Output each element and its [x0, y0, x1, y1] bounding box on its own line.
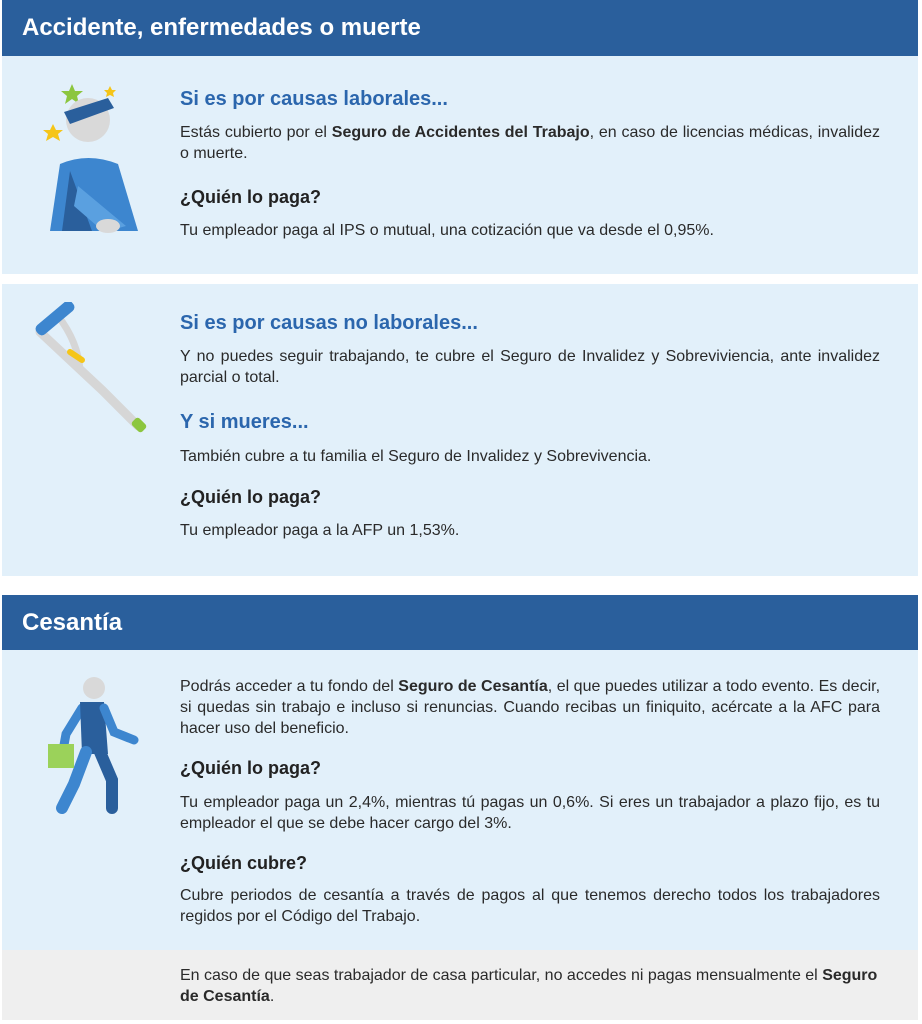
unemployment-content	[180, 650, 880, 950]
if-you-die-text: También cubre a tu familia el Seguro de Invalidez y Sobrevivencia.	[180, 448, 652, 465]
text-segment: , el que puedes utilizar a todo evento. Es decir, si quedas sin trabajo e incluso si renuncias. Cuando recibas un finiquito, acércate a la AFC para hacer uso del beneficio.	[180, 678, 881, 737]
who-pays-text: Tu empleador paga al IPS o mutual, una cotización que va desde el 0,95%.	[180, 222, 714, 239]
who-covers-text: Cubre periodos de cesantía a través de pagos al que tenemos derecho todos los trabajadores regidos por el Código del Trabajo.	[180, 887, 880, 925]
heading-who-pays: ¿Quién lo paga?	[180, 187, 322, 207]
domestic-worker-note	[180, 965, 880, 1007]
note-content	[180, 950, 880, 1020]
text-segment: Estás cubierto por el	[180, 124, 332, 141]
panel-work-related	[2, 56, 918, 274]
who-pays-text: Tu empleador paga un 2,4%, mientras tú pagas un 0,6%. Si eres un trabajador a plazo fijo, es tu empleador el que se debe hacer cargo del 3%.	[180, 794, 880, 832]
walking-person-icon	[42, 674, 152, 824]
bold-term: Seguro de Accidentes del Trabajo	[331, 124, 590, 141]
heading-non-work-related: Si es por causas no laborales...	[180, 312, 478, 334]
unemployment-intro	[180, 676, 880, 739]
text-segment: .	[269, 988, 275, 1005]
heading-who-pays: ¿Quién lo paga?	[180, 487, 322, 507]
heading-who-pays: ¿Quién lo paga?	[180, 758, 322, 778]
work-related-content	[180, 56, 880, 274]
section-title: Cesantía	[22, 608, 123, 636]
bold-term: Seguro de Cesantía	[180, 967, 878, 1005]
section-banner-unemployment	[2, 595, 918, 650]
section-title: Accidente, enfermedades o muerte	[22, 14, 421, 41]
panel-non-work-related	[2, 284, 918, 576]
heading-work-related: Si es por causas laborales...	[180, 88, 448, 110]
work-related-text	[180, 122, 880, 164]
text-segment: Podrás acceder a tu fondo del	[180, 678, 399, 695]
text-segment: , en caso de licencias médicas, invalidez o muerte.	[180, 124, 881, 162]
injured-person-icon	[30, 76, 150, 246]
bold-term: Seguro de Cesantía	[398, 678, 548, 695]
text-segment: En caso de que seas trabajador de casa particular, no accedes ni pagas mensualmente el	[180, 967, 823, 984]
panel-unemployment	[2, 650, 918, 950]
crutch-icon	[28, 302, 158, 442]
non-work-related-text: Y no puedes seguir trabajando, te cubre el Seguro de Invalidez y Sobreviviencia, ante invalidez parcial o total.	[180, 348, 880, 386]
heading-if-you-die: Y si mueres...	[180, 411, 309, 433]
who-pays-text: Tu empleador paga a la AFP un 1,53%.	[180, 522, 460, 539]
note-panel	[2, 950, 918, 1020]
section-banner-accidents	[2, 0, 918, 56]
non-work-related-content	[180, 284, 880, 576]
heading-who-covers: ¿Quién cubre?	[180, 853, 308, 873]
